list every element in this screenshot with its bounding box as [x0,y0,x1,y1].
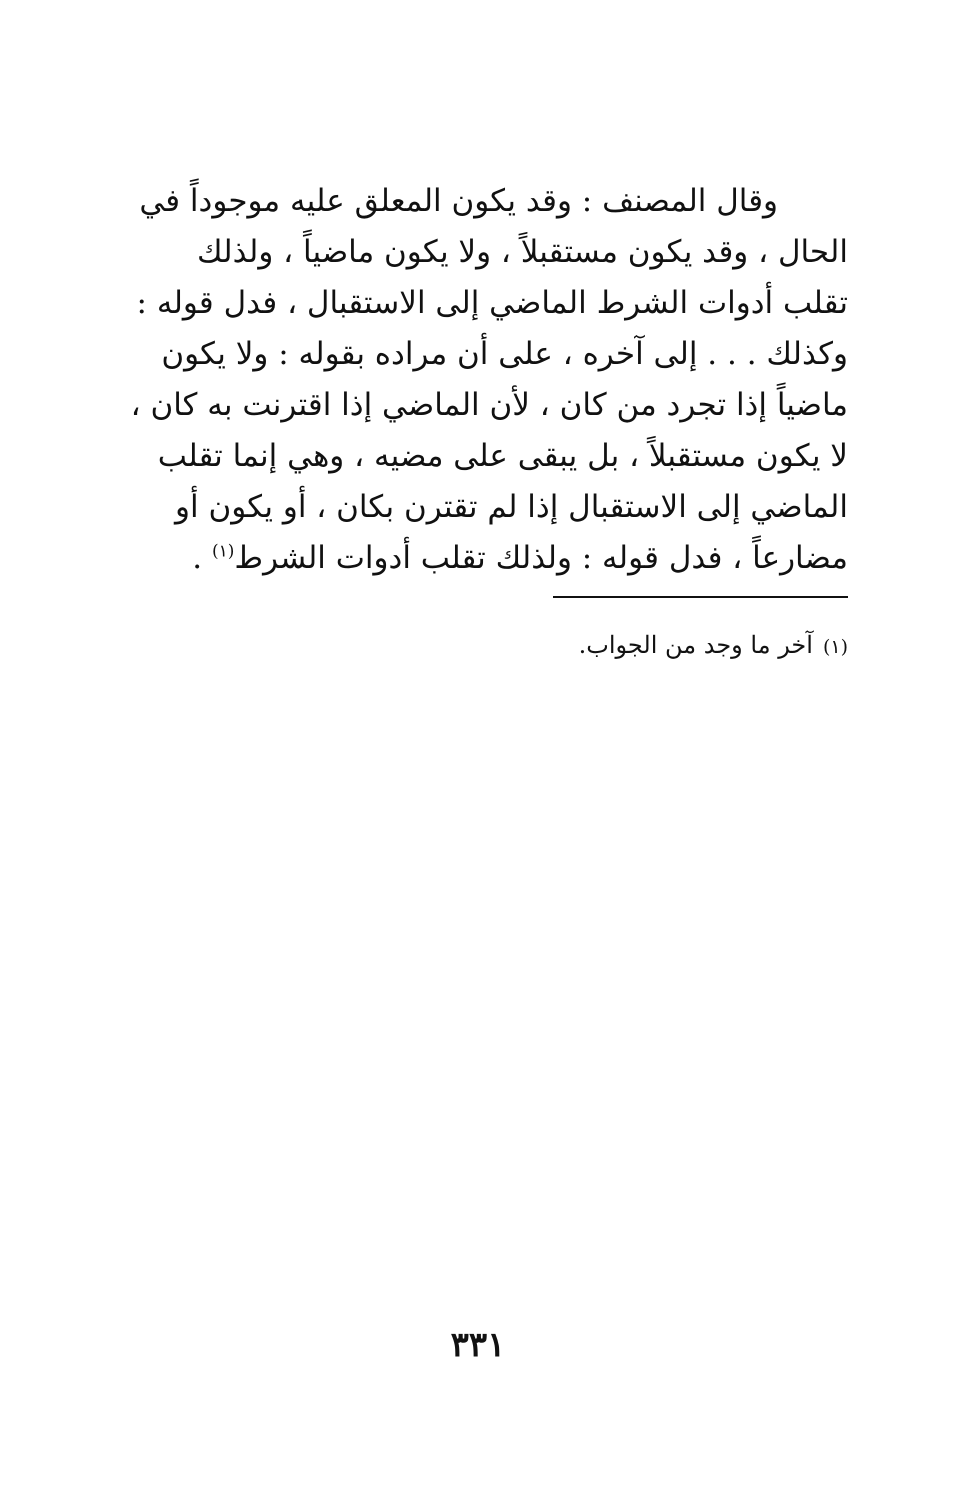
body-text [108,176,848,584]
body-line: الحال ، وقد يكون مستقبلاً ، ولا يكون ماضياً ، ولذلك [197,234,848,270]
body-line: وكذلك . . . إلى آخره ، على أن مراده بقوله : ولا يكون [161,336,848,372]
footnote [300,627,848,665]
body-line-last [108,533,848,584]
body-line: وقال المصنف : وقد يكون المعلق عليه موجوداً في [139,183,778,219]
body-line-last-end: . [192,540,212,576]
body-line: ماضياً إذا تجرد من كان ، لأن الماضي إذا اقترنت به كان ، [130,387,848,423]
footnote-reference: (١) [211,541,235,562]
footnote-text: آخر ما وجد من الجواب. [578,631,813,659]
body-line-last-text: مضارعاً ، فدل قوله : ولذلك تقلب أدوات الشرط [234,540,848,576]
body-line: تقلب أدوات الشرط الماضي إلى الاستقبال ، فدل قوله : [136,285,848,321]
page-number: ٣٣١ [450,1325,506,1365]
footnote-separator [553,596,848,598]
footnote-mark: (١) [822,636,848,658]
body-line: الماضي إلى الاستقبال إذا لم تقترن بكان ، أو يكون أو [175,489,848,525]
body-line: لا يكون مستقبلاً ، بل يبقى على مضيه ، وهي إنما تقلب [157,438,848,474]
